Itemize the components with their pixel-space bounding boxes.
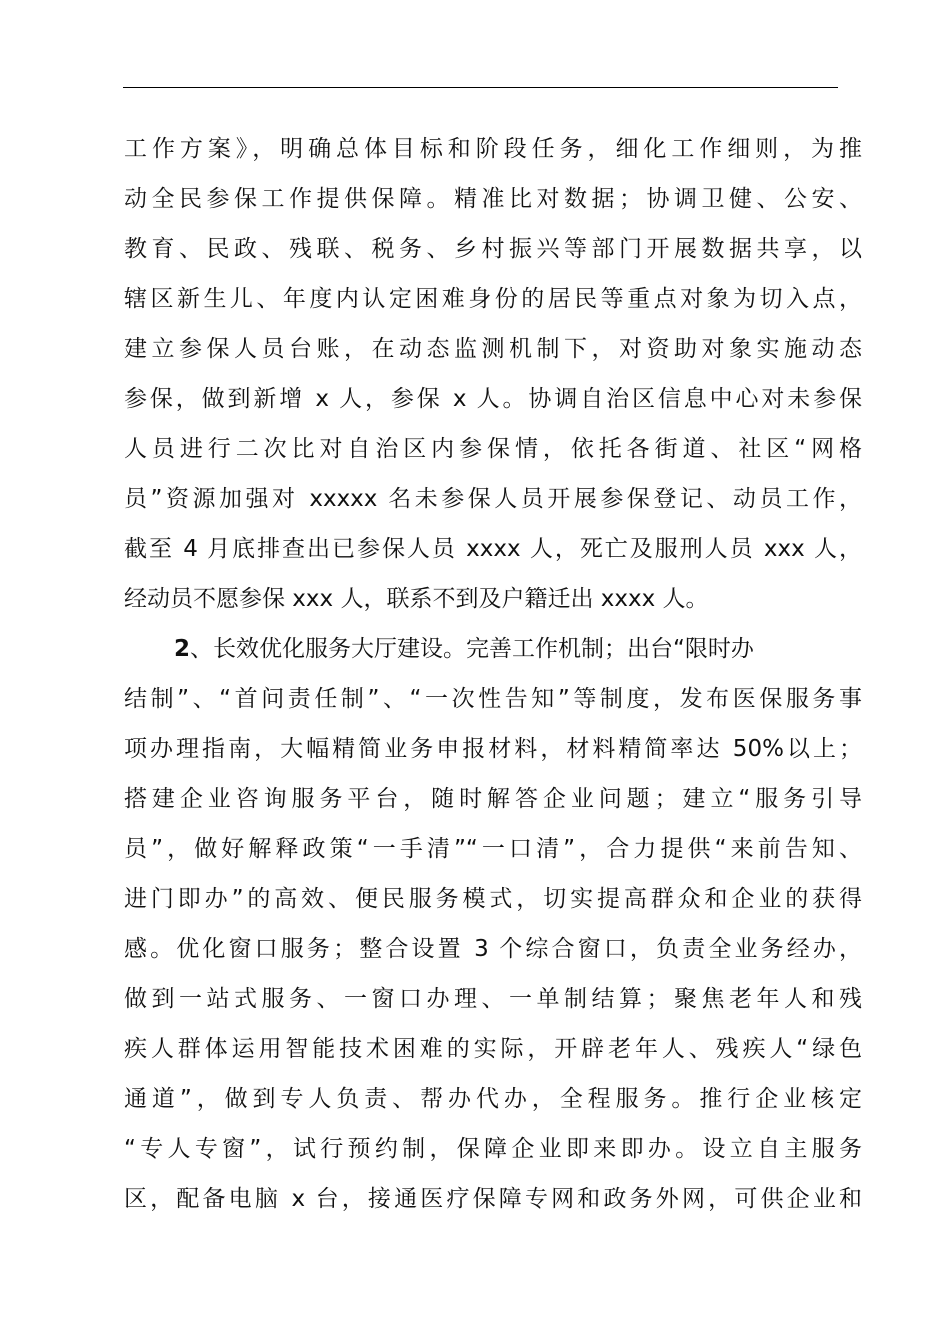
text-line: 感。优化窗口服务；整合设置 3 个综合窗口，负责全业务经办， — [124, 936, 862, 962]
text-line: 截至 4 月底排查出已参保人员 xxxx 人，死亡及服刑人员 xxx 人， — [124, 536, 862, 562]
text-line: 员”资源加强对 xxxxx 名未参保人员开展参保登记、动员工作， — [124, 486, 862, 512]
text-line: 区，配备电脑 x 台，接通医疗保障专网和政务外网，可供企业和 — [124, 1186, 862, 1212]
text-line: 项办理指南，大幅精简业务申报材料，材料精简率达 50%以上； — [124, 736, 862, 762]
body-text — [124, 124, 862, 1224]
header-rule — [123, 87, 838, 88]
section-2-first-line: 、长效优化服务大厅建设。完善工作机制；出台“限时办 — [190, 636, 754, 662]
text-line: 员”，做好解释政策“一手清”“一口清”，合力提供“来前告知、 — [124, 836, 862, 862]
text-line: 教育、民政、残联、税务、乡村振兴等部门开展数据共享，以 — [124, 236, 862, 262]
section-2-heading-line — [124, 624, 862, 674]
text-line: 经动员不愿参保 xxx 人，联系不到及户籍迁出 xxxx 人。 — [124, 586, 709, 612]
text-line: 做到一站式服务、一窗口办理、一单制结算；聚焦老年人和残 — [124, 986, 862, 1012]
text-line: 人员进行二次比对自治区内参保情，依托各街道、社区“网格 — [124, 436, 862, 462]
text-line: 疾人群体运用智能技术困难的实际，开辟老年人、残疾人“绿色 — [124, 1036, 862, 1062]
text-line: 辖区新生儿、年度内认定困难身份的居民等重点对象为切入点， — [124, 286, 862, 312]
text-line: 通道”，做到专人负责、帮办代办，全程服务。推行企业核定 — [124, 1086, 862, 1112]
text-line: 进门即办”的高效、便民服务模式，切实提高群众和企业的获得 — [124, 886, 862, 912]
text-line: 搭建企业咨询服务平台，随时解答企业问题；建立“服务引导 — [124, 786, 862, 812]
text-line: 工作方案》，明确总体目标和阶段任务，细化工作细则，为推 — [124, 136, 862, 162]
text-line: 结制”、“首问责任制”、“一次性告知”等制度，发布医保服务事 — [124, 686, 862, 712]
text-line: “专人专窗”，试行预约制，保障企业即来即办。设立自主服务 — [124, 1136, 862, 1162]
text-line: 建立参保人员台账，在动态监测机制下，对资助对象实施动态 — [124, 336, 862, 362]
text-line: 参保，做到新增 x 人，参保 x 人。协调自治区信息中心对未参保 — [124, 386, 862, 412]
text-line: 动全民参保工作提供保障。精准比对数据；协调卫健、公安、 — [124, 186, 862, 212]
section-number: 2 — [174, 636, 191, 662]
